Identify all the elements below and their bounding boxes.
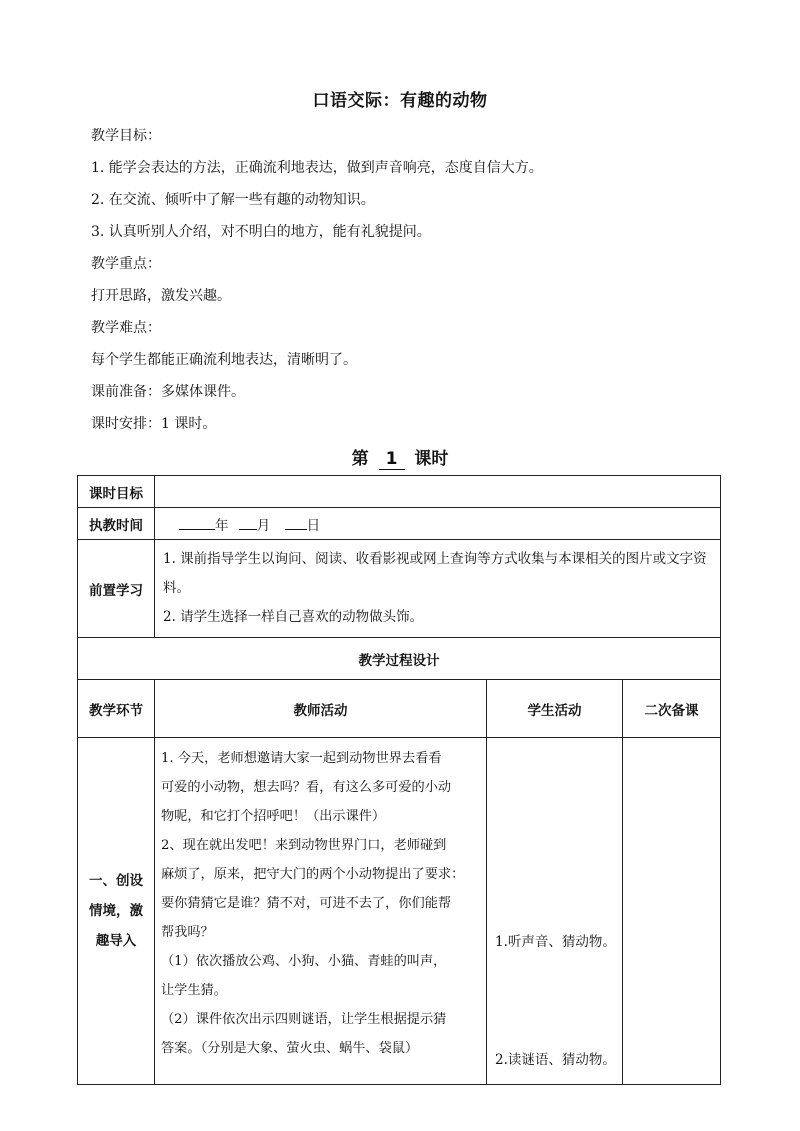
prelearn-item-1: 1. 课前指导学生以询问、阅读、收看影视或网上查询等方式收集与本课相关的图片或文字资料。 (163, 551, 707, 596)
objectives-label: 教学目标： (91, 128, 161, 144)
objective-2: 2. 在交流、倾听中了解一些有趣的动物知识。 (91, 192, 375, 208)
time-year: 年 (215, 517, 229, 534)
teacher-line: 帮我吗？ (161, 925, 214, 940)
student-activity-1: 1.听声音、猜动物。 (495, 934, 616, 950)
teacher-line: 物呢，和它打个招呼吧！（出示课件） (161, 809, 386, 824)
preparation: 课前准备：多媒体课件。 (91, 384, 245, 400)
time-day: 日 (306, 517, 321, 534)
time-month: 月 (256, 517, 271, 534)
teacher-line: 麻烦了，原来，把守大门的两个小动物提出了要求： (161, 867, 465, 882)
year-blank (179, 515, 215, 530)
col-stage: 教学环节 (78, 680, 155, 738)
teacher-line: （1）依次播放公鸡、小狗、小猫、青蛙的叫声， (161, 954, 447, 969)
stage-line-3: 趣导入 (95, 933, 137, 949)
key-points-label: 教学重点： (91, 256, 161, 272)
prelearn-row (78, 540, 721, 638)
lesson-suffix: 课时 (414, 449, 449, 469)
teacher-line: 1. 今天，老师想邀请大家一起到动物世界去看看 (161, 751, 442, 766)
schedule: 课时安排：1 课时。 (91, 416, 217, 432)
goal-row (78, 476, 721, 508)
process-title: 教学过程设计 (78, 638, 721, 680)
lesson-prefix: 第 (351, 449, 369, 469)
stage-line-2: 情境，激 (89, 903, 143, 919)
col-teacher: 教师活动 (155, 680, 487, 738)
prelearn-content (155, 540, 721, 638)
time-row (78, 508, 721, 540)
time-label: 执教时间 (78, 508, 155, 540)
notes-cell (623, 738, 721, 1085)
stage-cell (78, 738, 155, 1085)
teacher-line: 要你猜猜它是谁？猜不对，可进不去了，你们能帮 (161, 896, 452, 911)
student-activity-2: 2.读谜语、猜动物。 (495, 1052, 616, 1068)
lesson-number: 1 (379, 449, 405, 470)
goal-label: 课时目标 (78, 476, 155, 508)
difficulties-label: 教学难点： (91, 320, 161, 336)
document-title: 口语交际：有趣的动物 (312, 91, 488, 111)
difficulties: 每个学生都能正确流利地表达，清晰明了。 (91, 352, 357, 368)
col-student: 学生活动 (487, 680, 623, 738)
teacher-line: 2、现在就出发吧！来到动物世界门口，老师碰到 (161, 838, 447, 853)
prelearn-label: 前置学习 (78, 540, 155, 638)
process-title-row (78, 638, 721, 680)
lesson-heading (0, 444, 800, 470)
lesson-plan-table (77, 475, 721, 1085)
student-activity-cell (487, 738, 623, 1085)
month-blank (239, 515, 257, 530)
day-blank (285, 515, 307, 530)
col-notes: 二次备课 (623, 680, 721, 738)
prelearn-item-2: 2. 请学生选择一样自己喜欢的动物做头饰。 (163, 609, 424, 625)
objective-3: 3. 认真听别人介绍，对不明白的地方，能有礼貌提问。 (91, 224, 431, 240)
time-value (155, 508, 721, 540)
teacher-line: 可爱的小动物，想去吗？看，有这么多可爱的小动 (161, 780, 452, 795)
teacher-line: 让学生猜。 (161, 983, 227, 998)
column-header-row (78, 680, 721, 738)
teacher-line: 答案。（分别是大象、萤火虫、蜗牛、袋鼠） (161, 1041, 419, 1056)
teacher-activity-cell (155, 738, 487, 1085)
stage-row (78, 738, 721, 1085)
goal-value (155, 476, 721, 508)
stage-line-1: 一、创设 (89, 873, 143, 889)
teacher-line: （2）课件依次出示四则谜语，让学生根据提示猜 (161, 1012, 447, 1027)
key-points: 打开思路，激发兴趣。 (91, 288, 231, 304)
objective-1: 1. 能学会表达的方法，正确流利地表达，做到声音响亮，态度自信大方。 (91, 160, 543, 176)
